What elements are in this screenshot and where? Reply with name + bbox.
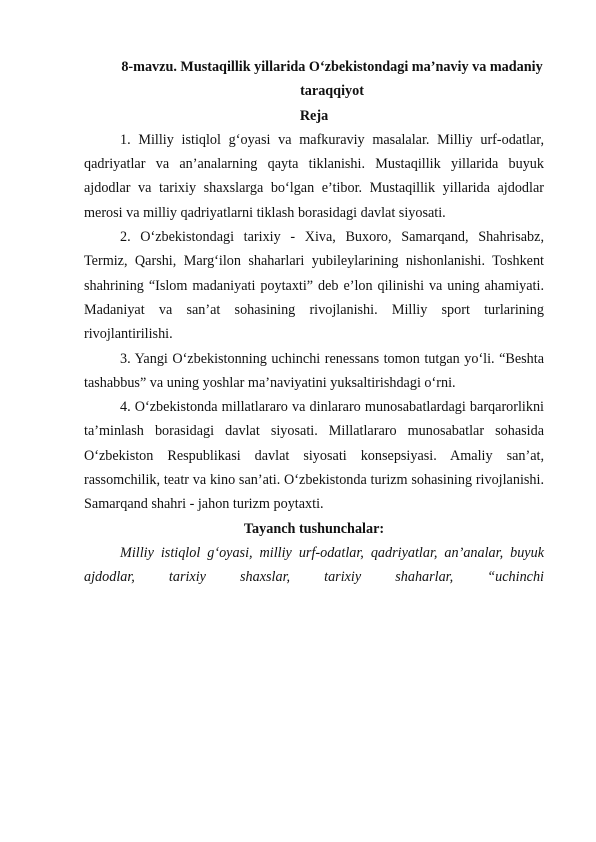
plan-item-2: 2. O‘zbekistondagi tarixiy - Xiva, Buxoro, Samarqand, Shahrisabz, Termiz, Qarshi, Marg‘ilon shaharlari yubileylarining nishonlanishi. Toshkent shahrining “Islom madaniyati poytaxti” deb e’lon qilinishi va uning ahamiyati. Madaniyat va san’at sohasining rivojlanishi. Milliy sport turlarining rivojlantirilishi. [84,229,544,343]
plan-item-1: 1. Milliy istiqlol g‘oyasi va mafkuraviy masalalar. Milliy urf-odatlar, qadriyatlar va an’analarning qayta tiklanishi. Mustaqillik yillarida buyuk ajdodlar va tarixiy shaxslarga bo‘lgan e’tibor. Mustaqillik yillarida ajdodlar merosi va milliy qadriyatlarni tiklash borasidagi davlat siyosati. [84,131,544,221]
document-title: 8-mavzu. Mustaqillik yillarida O‘zbekistondagi ma’naviy va madaniy taraqqiyot [121,59,543,100]
plan-item-3: 3. Yangi O‘zbekistonning uchinchi renessans tomon tutgan yo‘li. “Beshta tashabbus” va uning yoshlar ma’naviyatini yuksaltirishdagi o‘rni. [84,350,544,391]
key-concepts-heading: Tayanch tushunchalar: [243,520,385,537]
document-body [84,55,544,590]
plan-heading: Reja [299,107,329,124]
key-concepts-text: Milliy istiqlol g‘oyasi, milliy urf-odatlar, qadriyatlar, an’analar, buyuk ajdodlar, tarixiy shaxslar, tarixiy shaharlar, “uchinchi [84,544,544,586]
plan-item-4: 4. O‘zbekistonda millatlararo va dinlararo munosabatlardagi barqarorlikni ta’minlash borasidagi davlat siyosati. Millatlararo munosabatlar sohasida O‘zbekiston Respublikasi davlat siyosati konsepsiyasi. Amaliy san’at, rassomchilik, teatr va kino san’ati. O‘zbekistonda turizm sohasining rivojlanishi. Samarqand shahri - jahon turizm poytaxti. [84,399,544,513]
